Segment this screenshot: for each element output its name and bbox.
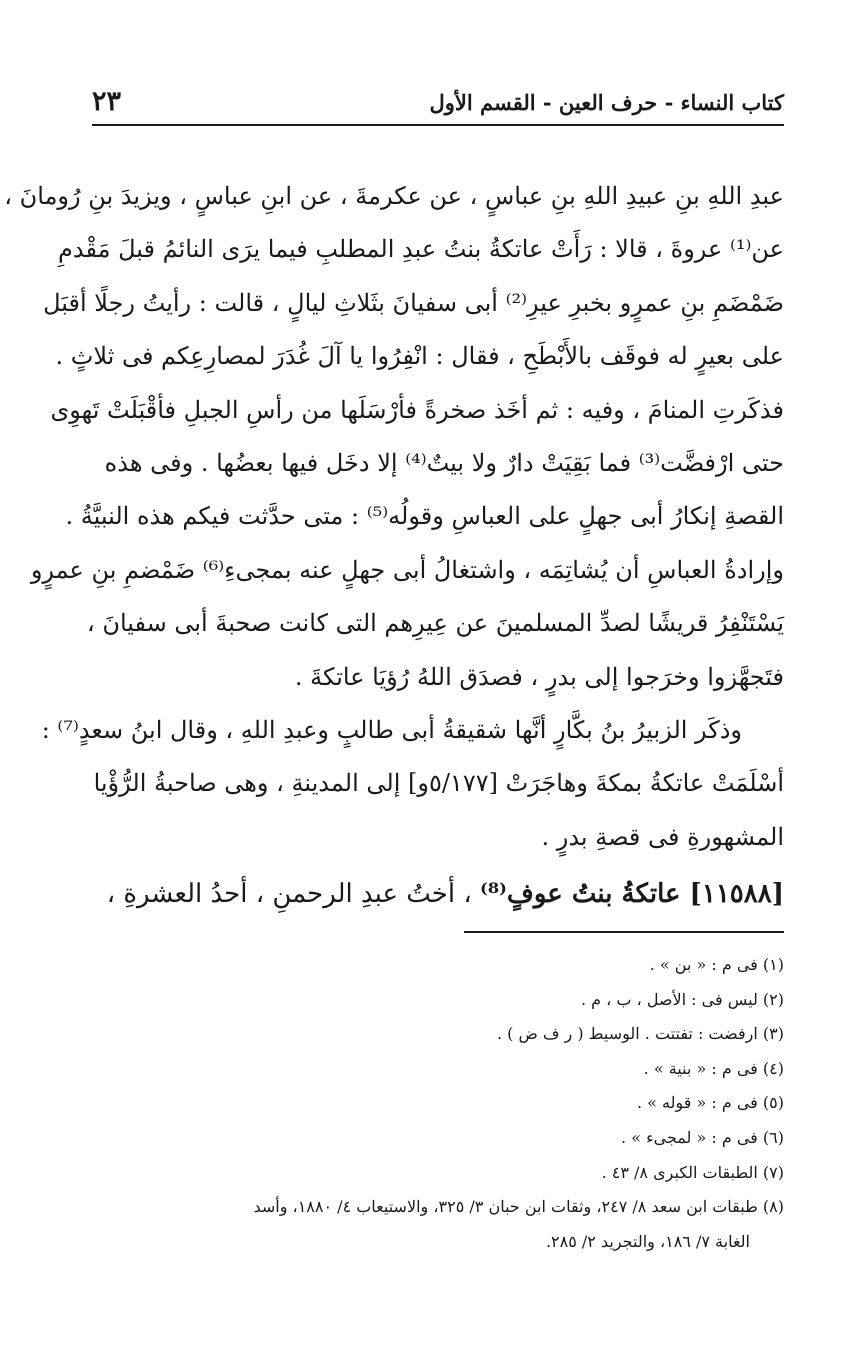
- footnote: (٨) طبقات ابن سعد ٨/ ٢٤٧، وثقات ابن حبان ٣/ ٣٢٥، والاستيعاب ٤/ ١٨٨٠، وأسد: [253, 1197, 784, 1217]
- footnote: (١) فى م : « بن » .: [649, 955, 784, 974]
- footnote-continuation: الغابة ٧/ ١٨٦، والتجريد ٢/ ٢٨٥.: [545, 1231, 750, 1251]
- running-header: [92, 88, 784, 124]
- page-number: ٢٣: [92, 86, 122, 117]
- header-divider: [92, 124, 784, 126]
- entry-line: [88, 868, 784, 921]
- footnote: (٦) فى م : « لمجىء » .: [621, 1127, 784, 1147]
- text-line: ضَمْضَمِ بنِ عمرٍو بخبرِ عيرِ⁽²⁾ أبى سفيانَ بثَلاثِ ليالٍ ، قالت : رأيتُ رجلًا أقبَل: [43, 288, 784, 317]
- text-line: فتَجهَّزوا وخرَجوا إلى بدرٍ ، فصدَق اللهُ رُؤيَا عاتكةَ .: [294, 662, 784, 691]
- footnote: (٢) ليس فى : الأصل ، ب ، م .: [581, 989, 784, 1009]
- text-line: عن⁽¹⁾ عروةَ ، قالا : رَأَتْ عاتكةُ بنتُ عبدِ المطلبِ فيما يرَى النائمُ قبلَ مَقْدمِ: [58, 235, 784, 264]
- text-line: حتى ارْفضَّت⁽³⁾ فما بَقِيَتْ دارٌ ولا بيتٌ⁽⁴⁾ إلا دخَل فيها بعضُها . وفى هذه: [104, 449, 784, 478]
- running-title: كتاب النساء - حرف العين - القسم الأول: [429, 90, 784, 115]
- text-line: عبدِ اللهِ بنِ عبيدِ اللهِ بنِ عباسٍ ، عن عكرمةَ ، عن ابنِ عباسٍ ، ويزيدَ بنِ رُومانَ ،: [4, 182, 784, 210]
- text-line: أسْلَمَتْ عاتكةُ بمكةَ وهاجَرَتْ [٥/١٧٧و] إلى المدينةِ ، وهى صاحبةُ الرُّؤْيا: [93, 769, 784, 798]
- footnote-divider: [464, 931, 784, 933]
- text-line: فذكَرتِ المنامَ ، وفيه : ثم أخَذ صخرةً فأرْسَلَها من رأسِ الجبلِ فأقْبَلَتْ تَهوِى: [50, 395, 784, 424]
- text-line: يَسْتَنْفِرُ قريشًا لصدِّ المسلمينَ عن عِيرِهم التى كانت صحبةَ أبى سفيانَ ،: [86, 609, 784, 638]
- text-line: المشهورةِ فى قصةِ بدرٍ .: [541, 822, 784, 851]
- footnote: (٧) الطبقات الكبرى ٨/ ٤٣ .: [601, 1162, 784, 1182]
- footnote: (٣) ارفضت : تفتتت . الوسيط ( ر ف ض ) .: [496, 1024, 784, 1044]
- footnotes: [80, 948, 784, 1259]
- text-line: القصةِ إنكارُ أبى جهلٍ على العباسِ وقولُه⁽⁵⁾ : متى حدَّثت فيكم هذه النبيَّةُ .: [65, 502, 784, 531]
- entry-heading: [١١٥٨٨] عاتكةُ بنتُ عوفٍ⁽⁸⁾: [480, 879, 784, 910]
- text-line: على بعيرٍ له فوقَف بالأَبْطَحِ ، فقال : انْفِرُوا يا آلَ غُدَرَ لمصارِعِكم فى ثلاثٍ .: [55, 342, 784, 371]
- footnote: (٥) فى م : « قوله » .: [637, 1093, 784, 1113]
- text-line: وإرادةُ العباسِ أن يُشاتِمَه ، واشتغالُ أبى جهلٍ عنه بمجىءِ⁽⁶⁾ ضَمْضمِ بنِ عمرٍو: [30, 555, 784, 584]
- main-text: [4, 170, 784, 922]
- text-line: وذكَر الزبيرُ بنُ بكَّارٍ أنَّها شقيقةُ أبى طالبٍ وعبدِ اللهِ ، وقال ابنُ سعدٍ⁽⁷⁾ :: [41, 716, 742, 745]
- entry-text: ، أختُ عبدِ الرحمنِ ، أحدُ العشرةِ ،: [106, 879, 472, 910]
- footnote: (٤) فى م : « بنية » .: [643, 1058, 784, 1078]
